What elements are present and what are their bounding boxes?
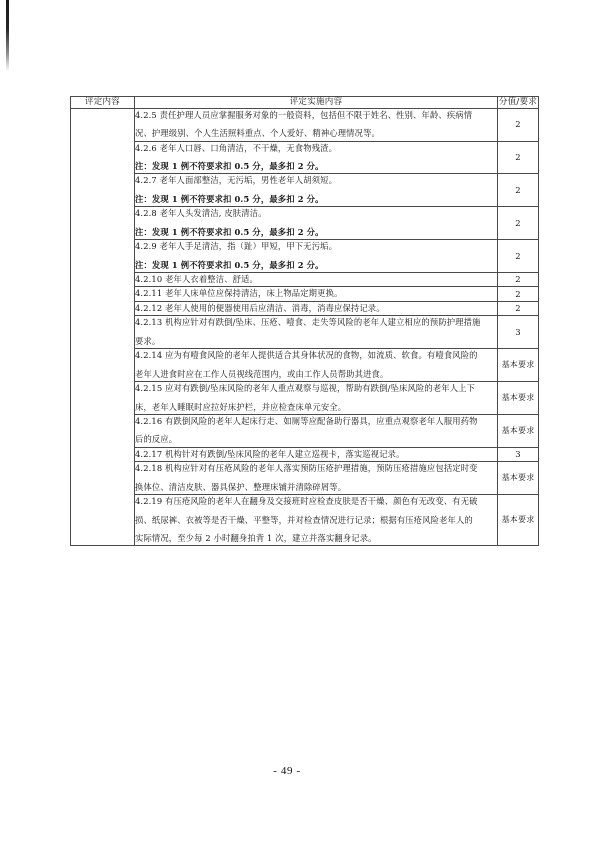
- column-header-content: 评定实施内容: [135, 97, 498, 109]
- content-line: 换体位、清洁皮肤、器具保护、整理床铺并清除碎屑等。: [135, 481, 347, 492]
- table-body: [71, 108, 539, 546]
- content-line: 4.2.10 老年人衣着整洁、舒适。: [135, 274, 258, 284]
- content-line: 损、纸尿裤、衣被等是否干燥、平整等，并对检查情况进行记录；根据有压疮风险老年人的: [135, 514, 473, 525]
- content-cell-4.2.18: [135, 462, 498, 495]
- content-cell-4.2.7: [135, 174, 498, 207]
- content-cell-4.2.14: [135, 349, 498, 382]
- score-cell-4.2.19: 基本要求: [498, 495, 539, 546]
- content-cell-4.2.11: [135, 287, 498, 301]
- content-note: 注：发现 1 例不符要求扣 0.5 分，最多扣 2 分。: [135, 160, 324, 171]
- content-line: 4.2.19 有压疮风险的老年人在翻身及交接班时应检查皮肤是否干燥、颜色有无改变、有无破: [135, 496, 478, 507]
- column-header-category: 评定内容: [71, 97, 135, 109]
- score-cell-4.2.12: 2: [498, 301, 539, 315]
- content-line: 4.2.8 老年人头发清洁, 皮肤清洁。: [135, 208, 267, 219]
- content-line: 4.2.18 机构应针对有压疮风险的老年人落实预防压疮护理措施，预防压疮措施应包括定时变: [135, 463, 478, 474]
- content-line: 实际情况，至少每 2 小时翻身拍背 1 次，建立并落实翻身记录。: [135, 533, 377, 543]
- content-cell-4.2.10: [135, 273, 498, 287]
- score-cell-4.2.14: 基本要求: [498, 349, 539, 382]
- content-cell-4.2.19: [135, 495, 498, 546]
- evaluation-table: [70, 96, 539, 546]
- table-row: [71, 414, 539, 447]
- content-cell-4.2.6: [135, 141, 498, 174]
- score-cell-4.2.10: 2: [498, 273, 539, 287]
- content-line: 4.2.11 老年人床单位应保持清洁，床上物品定期更换。: [135, 288, 343, 299]
- content-cell-4.2.5: [135, 108, 498, 141]
- category-cell: [71, 108, 135, 546]
- table-row: [71, 174, 539, 207]
- score-cell-4.2.18: 基本要求: [498, 462, 539, 495]
- content-line: 要求。: [135, 335, 161, 346]
- table-row: [71, 495, 539, 546]
- score-cell-4.2.9: 2: [498, 240, 539, 273]
- table-row: [71, 287, 539, 301]
- content-line: 4.2.13 机构应针对有跌倒/坠床、压疮、噎食、走失等风险的老年人建立相应的预防护理措施: [135, 317, 481, 328]
- page-number: - 49 -: [273, 765, 301, 777]
- content-note: 注：发现 1 例不符要求扣 0.5 分，最多扣 2 分。: [135, 226, 324, 237]
- score-cell-4.2.16: 基本要求: [498, 414, 539, 447]
- content-line: 况、护理级别、个人生活照料重点、个人爱好、精神心理情况等。: [135, 128, 380, 139]
- content-line: 4.2.16 有跌倒风险的老年人起床行走、如厕等应配备助行器具，应重点观察老年人服用药物: [135, 415, 478, 426]
- content-note: 注：发现 1 例不符要求扣 0.5 分，最多扣 2 分。: [135, 193, 324, 204]
- content-line: 4.2.7 老年人面部整洁，无污垢，男性老年人胡须短。: [135, 175, 338, 186]
- score-cell-4.2.8: 2: [498, 207, 539, 240]
- table-row: [71, 462, 539, 495]
- content-cell-4.2.17: [135, 447, 498, 461]
- table-row: [71, 141, 539, 174]
- content-line: 4.2.14 应为有噎食风险的老年人提供适合其身体状况的食物，如流质、软食。有噎食风险的: [135, 350, 478, 361]
- table-row: [71, 240, 539, 273]
- content-line: 后的反应。: [135, 434, 178, 445]
- table-header-row: [71, 97, 539, 109]
- content-line: 床，老年人睡眠时应拉好床护栏，并应检查床单元安全。: [135, 401, 347, 412]
- table-row: [71, 108, 539, 141]
- table-row: [71, 349, 539, 382]
- score-cell-4.2.15: 基本要求: [498, 382, 539, 415]
- content-line: 4.2.15 应对有跌倒/坠床风险的老年人重点观察与巡视，帮助有跌倒/坠床风险的老年人上下: [135, 383, 476, 394]
- table-row: [71, 273, 539, 287]
- score-cell-4.2.5: 2: [498, 108, 539, 141]
- table-row: [71, 207, 539, 240]
- content-cell-4.2.9: [135, 240, 498, 273]
- column-header-score: 分值/要求: [498, 97, 538, 107]
- score-cell-4.2.11: 2: [498, 287, 539, 301]
- content-line: 老年人进食时应在工作人员视线范围内，或由工作人员帮助其进食。: [135, 368, 389, 379]
- content-line: 4.2.17 机构针对有跌倒/坠床风险的老年人建立巡视卡，落实巡视记录。: [135, 448, 405, 459]
- content-cell-4.2.12: [135, 301, 498, 315]
- score-cell-4.2.7: 2: [498, 174, 539, 207]
- table-row: [71, 447, 539, 461]
- score-cell-4.2.13: 3: [498, 316, 539, 349]
- table-header: [71, 97, 539, 109]
- content-cell-4.2.13: [135, 316, 498, 349]
- table-row: [71, 382, 539, 415]
- content-line: 4.2.5 责任护理人员应掌握服务对象的一般资料，包括但不限于姓名、性别、年龄、疾病情: [135, 109, 473, 120]
- content-line: 4.2.6 老年人口唇、口角清洁，不干燥，无食物残渣。: [135, 142, 338, 153]
- table-row: [71, 316, 539, 349]
- content-line: 4.2.12 老年人使用的便器使用后应清洁、消毒，消毒应保持记录。: [135, 302, 385, 313]
- content-line: 4.2.9 老年人手足清洁，指（趾）甲短，甲下无污垢。: [135, 241, 338, 252]
- content-cell-4.2.8: [135, 207, 498, 240]
- content-note: 注：发现 1 例不符要求扣 0.5 分，最多扣 2 分。: [135, 259, 324, 270]
- content-cell-4.2.15: [135, 382, 498, 415]
- score-cell-4.2.6: 2: [498, 141, 539, 174]
- score-cell-4.2.17: 3: [498, 447, 539, 461]
- table-row: [71, 301, 539, 315]
- content-cell-4.2.16: [135, 414, 498, 447]
